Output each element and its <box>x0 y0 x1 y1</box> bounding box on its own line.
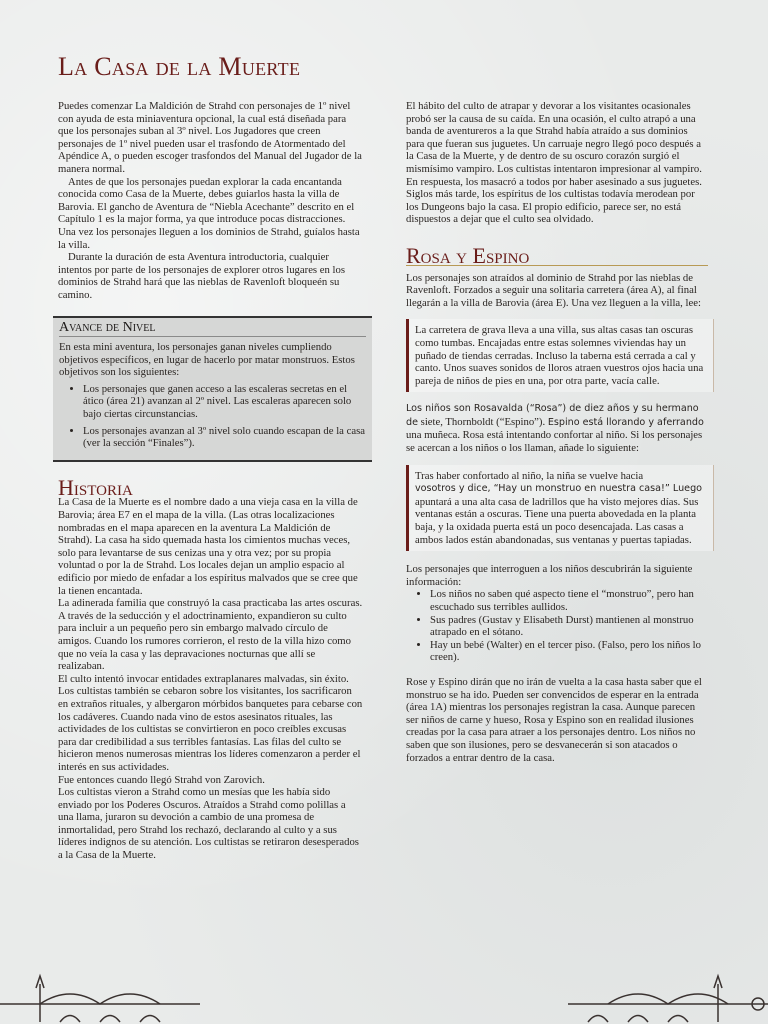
intro-paragraph-1: Puedes comenzar La Maldición de Strahd con personajes de 1º nivel con ayuda de esta miniaventura opcional, la cual está diseñada para que los personajes suban al 3º nivel. Los Jugadores que creen personajes de 1º nivel pueden usar el trasfondo de Atormentado del Apéndice A, o pueden escoger trasfondos del Manual del Jugador de la manera normal. <box>58 100 362 175</box>
history-paragraph-4: Fue entonces cuando llegó Strahd von Zarovich. <box>58 773 265 786</box>
history-paragraph-5: Los cultistas vieron a Strahd como un mesías que les había sido enviado por los Poderes Oscuros. Atraídos a Strahd como polillas a una llama, juraron su devoción a cambio de una promesa de inmortalidad, pero Strahd los rechazó, declarando al culto y a sus líderes indignos de su atención. Los cultistas se retiraron desesperados a la Casa de la Muerte. <box>58 786 359 862</box>
interrogation-paragraph: Los personajes que interroguen a los niños descubrirán la siguiente información: <box>406 563 693 588</box>
history-paragraph-3: El culto intentó invocar entidades extraplanares malvadas, sin éxito. Los cultistas también se cebaron sobre los visitantes, los sacrificaron en extraños rituales, y albergaron mórbidos banquetes para cebarse con los cadáveres. Cuando nada vino de estos asesinatos rituales, las actividades de los cultistas se convirtieron en poco creíbles excusas para dar credibilidad a sus terribles fantasías. Las filas del culto se hicieron menos numerosas mientras los líderes comenzaron a perder el interés en sus actividades. <box>58 672 363 773</box>
info-list-item: • Sus padres (Gustav y Elisabeth Durst) mantienen al monstruo atrapado en el sótano. <box>430 614 708 639</box>
children-text-a: Los niños son Rosavalda (“Rosa”) de diez años y su hermano de <box>406 403 699 428</box>
page-title: La Casa de la Muerte <box>58 52 301 81</box>
level-advancement-sidebar <box>53 316 372 462</box>
left-column <box>58 100 363 862</box>
read-aloud-text-b: vosotros y dice, “Hay un monstruo en nuestra casa!” Luego <box>415 483 703 495</box>
read-aloud-text <box>415 470 707 547</box>
children-text-c: Espino está llorando y aferrando <box>547 416 704 428</box>
read-aloud-box-girl <box>406 465 714 552</box>
children-text-b: siete, Thornboldt (“Espino”). <box>420 415 546 428</box>
iron-fence-ornament-icon <box>0 964 200 1024</box>
sidebar-list-item: • Los personajes que ganen acceso a las escaleras secretas en el ático (área 21) avanzan al 2º nivel. Las escaleras aparecen solo bajo ciertas circunstancias. <box>83 383 366 421</box>
sidebar-list <box>59 383 366 450</box>
intro-paragraph-3: Durante la duración de esta Aventura introductoria, cualquier intentos por parte de los personajes de explorer otros lugares en los dominios de Strahd hará que las nieblas de Ravenloft bloqueén su camino. <box>58 251 345 301</box>
sidebar-list-item: • Los personajes avanzan al 3º nivel solo cuando escapan de la casa (ver la sección “Finales”). <box>83 425 366 450</box>
children-paragraph <box>406 402 708 454</box>
read-aloud-text-a: Tras haber confortado al niño, la niña se vuelve hacia <box>415 469 644 482</box>
cult-fall-paragraph: El hábito del culto de atrapar y devorar a los visitantes ocasionales probó ser la causa de su caída. En una ocasión, el culto atrapó a una banda de aventureros a la que Strahd había atraído a sus dominios para que fueran sus juguetes. Un carruaje negro llegó poco después a la Casa de la Muerte, y de dentro de su oscuro corazón surgió el mismísimo vampiro. Los cultistas intentaron impresionar al vampiro. En respuesta, los masacró a todos por haber asesinado a sus juguetes. Siglos más tarde, los espíritus de los cultistas todavía merodean por los Dungeons bajo la casa. El propio edificio, parece ser, no está dispuestos a dejar que el culto sea olvidado. <box>406 100 702 226</box>
history-paragraph-1: La Casa de la Muerte es el nombre dado a una vieja casa en la villa de Barovia; área E7 en el mapa de la villa. (Las otras localizaciones nombradas en el mapa aparecen en la aventura La Maldición de Strahd). La casa ha sido quemada hasta los cimientos muchas veces, solo para levantarse de sus cenizas una y otra vez; por su propia voluntad o por la de Strahd. Los locales dejan un amplio espacio al edificio por miedo de enfadar a los espíritus malvados que se cree que la tienen encantada. <box>58 496 358 597</box>
info-list-item: • Hay un bebé (Walter) en el tercer piso. (Falso, pero los niños lo creen). <box>430 639 708 664</box>
rosa-espino-heading: Rosa y Espino <box>406 250 708 266</box>
intro-paragraph-2: Antes de que los personajes puedan explorar la cada encantanda conocida como Casa de la Muerte, debes guiarlos hasta la villa de Barovia. El gancho de Aventura de “Niebla Acechante” descrito en el Capítulo 1 es la major forma, ya que introduce pocas distracciones. Una vez los personajes lleguen a los dominios de Strahd, guíalos hasta la villa. <box>58 175 360 251</box>
history-paragraph-2: La adinerada familia que construyó la casa practicaba las artes oscuras. A través de la seducción y el adoctrinamiento, expandieron su culto para incluir a un pequeño pero sin embargo malvado círculo de amigos. Cuando los rumores corrieron, el resto de la villa hizo como que no veía la casa y las depravaciones nocturnas que allí se realizaban. <box>58 597 363 673</box>
history-heading: Historia <box>58 474 133 500</box>
read-aloud-text-c: apuntará a una alta casa de ladrillos que ha visto mejores días. Sus ventanas están a oscuras. Tiene una puerta abovedada en la planta baja, y la oxidada puerta está un poco desencajada. Las casas a ambos lados están abandonadas, sus ventanas y puertas tapiadas. <box>415 495 699 546</box>
info-list-item: • Los niños no saben qué aspecto tiene el “monstruo”, pero han escuchado sus terribles aullidos. <box>430 588 708 613</box>
illusion-paragraph: Rose y Espino dirán que no irán de vuelta a la casa hasta saber que el monstruo se ha ido. Pueden ser convencidos de esperar en la entrada (área 1A) mientras los personajes registran la casa. Aunque parecen ser niños de carne y hueso, Rosa y Espino son en realidad ilusiones creadas por la casa para atraer a los personajes dentro. Los niños no saben que son ilusiones, pero se desvanecerán si son atacados o forzados a entrar dentro de la casa. <box>406 675 702 764</box>
sidebar-text: En esta mini aventura, los personajes ganan niveles cumpliendo objetivos específicos, en lugar de hacerlo por matar monstruos. Estos objetivos son los siguientes: <box>59 341 355 379</box>
arrival-paragraph: Los personajes son atraídos al dominio de Strahd por las nieblas de Ravenloft. Forzados a seguir una solitaria carretera (área A), al final llegarán a la villa de Barovia (área E). Una vez lleguen a la villa, lee: <box>406 271 701 309</box>
read-aloud-box-village <box>406 319 714 392</box>
info-list <box>406 588 708 664</box>
right-column <box>406 100 708 764</box>
read-aloud-text: La carretera de grava lleva a una villa, sus altas casas tan oscuras como tumbas. Encajadas entre estas solemnes viviendas hay un puñado de tiendas cerradas. Incluso la taberna está cerrada a cal y canto. Unos suaves sonidos de lloros atraen vuestros ojos hacia una pareja de niños de pies en una, por otra parte, vacía calle. <box>415 324 704 387</box>
children-text-d: una muñeca. Rosa está intentando confortar al niño. Si los personajes se acercan a los niños o los llaman, añade lo siguiente: <box>406 429 703 455</box>
iron-fence-ornament-icon <box>568 964 768 1024</box>
sidebar-title: Avance de Nivel <box>59 322 366 338</box>
